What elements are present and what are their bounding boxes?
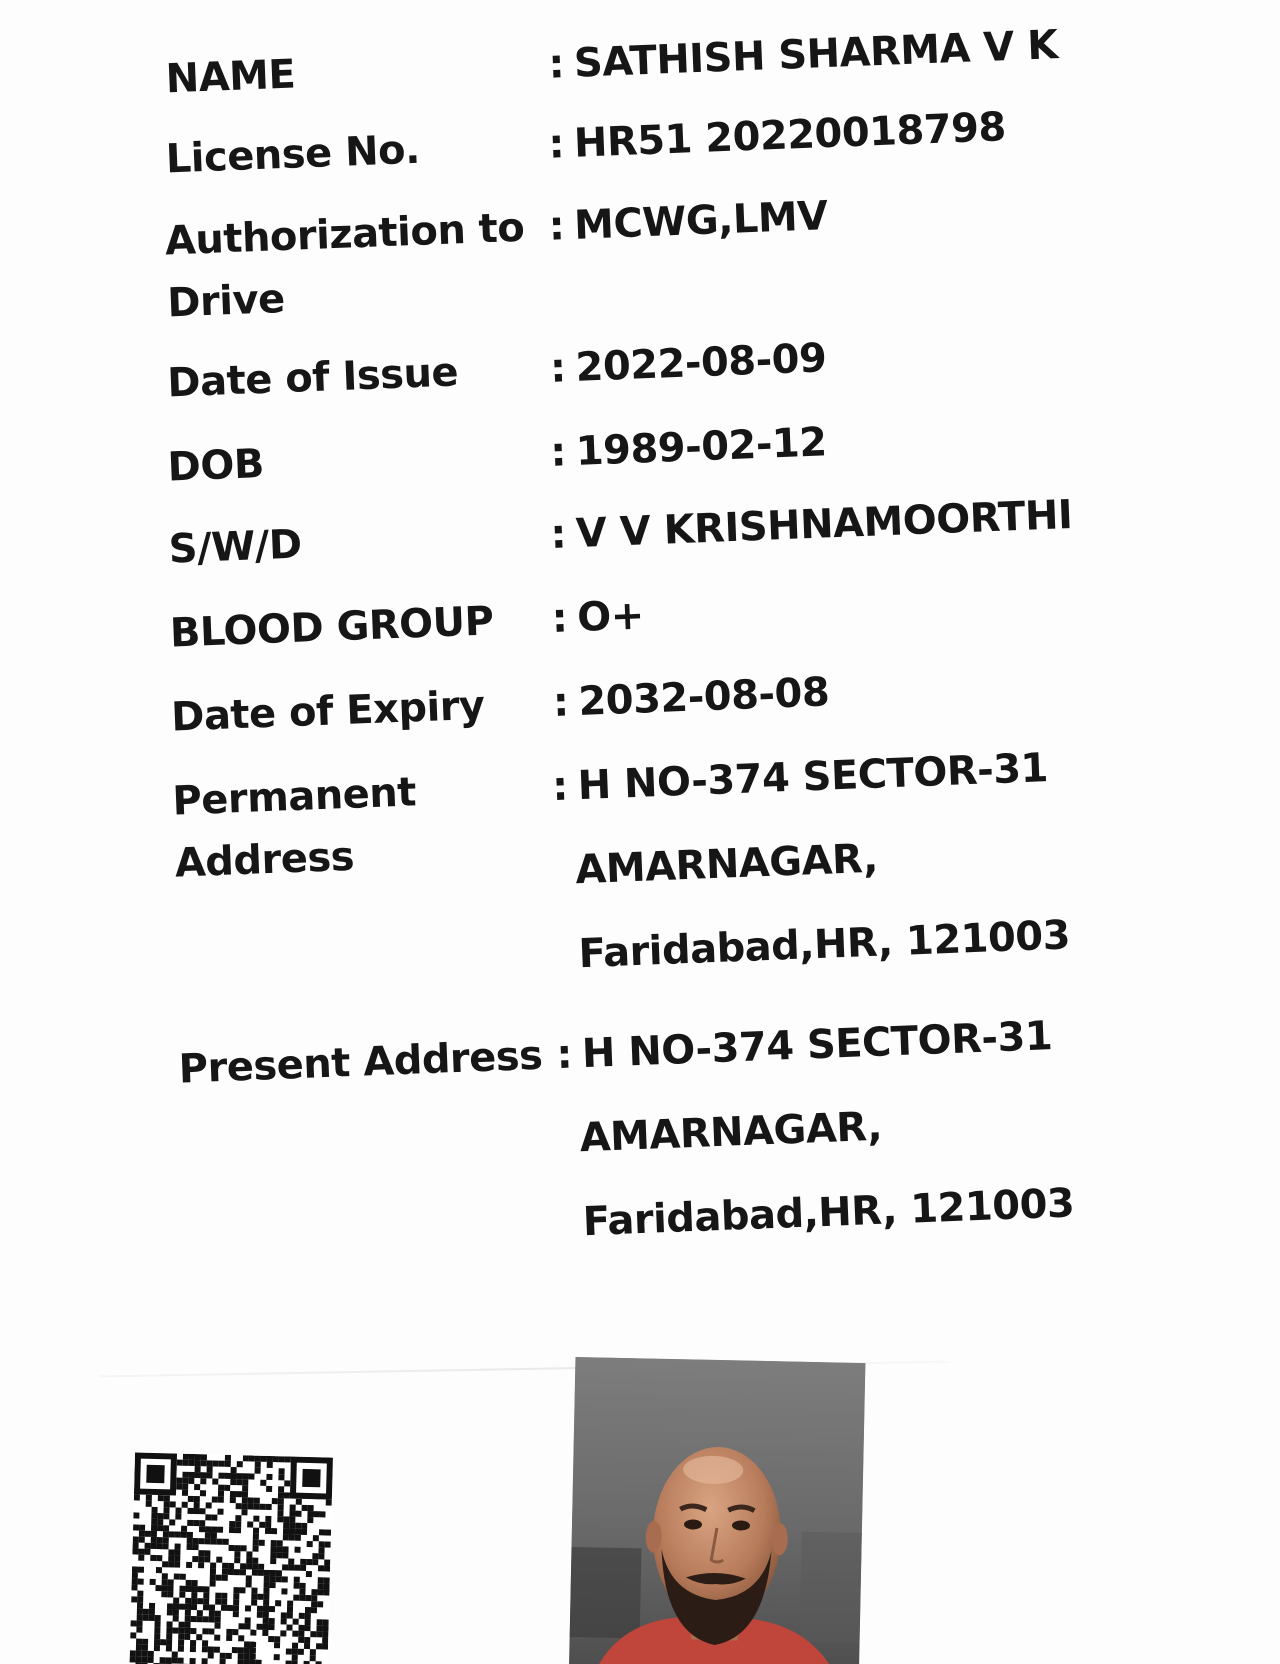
dob-label: DOB [166, 440, 265, 491]
swd-label: S/W/D [167, 521, 303, 573]
license-label: License No. [164, 126, 421, 183]
present-address-value: : H NO-374 SECTOR-31 AMARNAGAR, Faridabad,HR, 121003 [555, 1013, 1076, 1246]
authorization-value: : MCWG,LMV [547, 193, 829, 250]
issue-date-value: : 2022-08-09 [549, 335, 828, 392]
authorization-label: Authorization to Drive [164, 204, 526, 327]
name-label: NAME [164, 51, 297, 103]
qr-code-icon [129, 1452, 333, 1664]
expiry-date-label: Date of Expiry [170, 682, 486, 741]
blood-group-value: : O+ [550, 592, 645, 642]
name-value: : SATHISH SHARMA V K [547, 22, 1059, 88]
license-value: : HR51 20220018798 [547, 104, 1007, 168]
permanent-address-label: Permanent Address [171, 769, 417, 887]
permanent-address-value: : H NO-374 SECTOR-31 AMARNAGAR, Faridabad,HR, 121003 [551, 745, 1071, 978]
holder-photo-icon [569, 1357, 866, 1664]
present-address-label: Present Address [177, 1032, 544, 1093]
issue-date-label: Date of Issue [166, 349, 459, 407]
expiry-date-value: : 2032-08-08 [552, 669, 831, 726]
dob-value: : 1989-02-12 [549, 419, 828, 476]
swd-value: : V V KRISHNAMOORTHI [549, 491, 1074, 558]
blood-group-label: BLOOD GROUP [169, 598, 495, 657]
